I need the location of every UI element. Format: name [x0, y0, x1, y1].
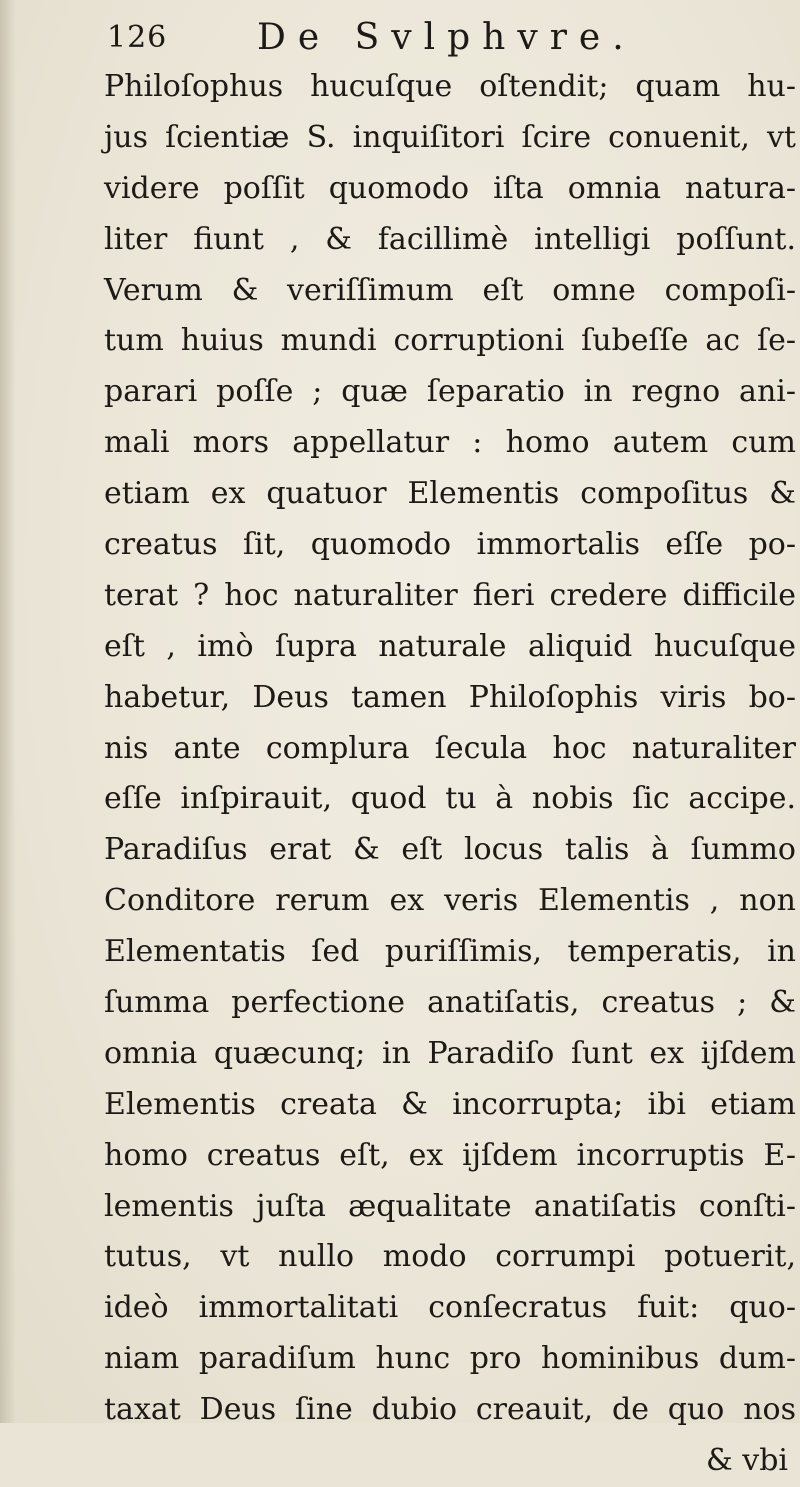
page-number: 126 — [107, 20, 168, 55]
text-line: etiam ex quatuor Elementis compoſitus & — [104, 476, 796, 512]
binding-gutter — [0, 0, 16, 1423]
text-line: Elementis creata & incorrupta; ibi etiam — [104, 1086, 796, 1122]
text-line: tutus, vt nullo modo corrumpi potuerit, — [104, 1239, 796, 1275]
text-line: creatus ſit, quomodo immortalis eſſe po- — [104, 527, 796, 563]
text-line: Philoſophus hucuſque oſtendit; quam hu- — [104, 69, 796, 104]
body-text — [104, 62, 796, 1487]
text-line: eſſe inſpirauit, quod tu à nobis ſic accipe. — [104, 781, 796, 817]
text-line: ſumma perfectione anatiſatis, creatus ; & — [104, 985, 796, 1021]
text-line: omnia quæcunq; in Paradiſo ſunt ex ijſdem — [104, 1035, 796, 1071]
text-line: niam paradiſum hunc pro hominibus dum- — [104, 1341, 796, 1377]
text-line: eſt , imò ſupra naturale aliquid hucuſque — [104, 628, 796, 664]
text-line: homo creatus eſt, ex ijſdem incorruptis E- — [104, 1137, 796, 1173]
text-line: videre poſſit quomodo iſta omnia natura- — [104, 170, 796, 206]
text-line: Conditore rerum ex veris Elementis , non — [104, 883, 796, 919]
text-line: Paradiſus erat & eſt locus talis à ſummo — [104, 832, 796, 868]
text-line: liter fiunt , & facillimè intelligi poſſunt. — [104, 221, 796, 257]
text-line: parari poſſe ; quæ ſeparatio in regno ani- — [104, 374, 796, 410]
text-line: Elementatis ſed puriſſimis, temperatis, in — [104, 934, 796, 970]
text-line: nis ante complura ſecula hoc naturaliter — [104, 730, 796, 766]
text-line: mali mors appellatur : homo autem cum — [104, 425, 796, 461]
text-line: ideò immortalitati conſecratus fuit: quo- — [104, 1290, 796, 1326]
text-line: lementis juſta æqualitate anatiſatis conſti- — [104, 1188, 796, 1224]
text-line: tum huius mundi corruptioni ſubeſſe ac ſe- — [104, 323, 796, 359]
text-line: taxat Deus ſine dubio creauit, de quo nos — [104, 1392, 796, 1428]
catchword-line: & vbi — [706, 1443, 788, 1479]
text-line: terat ? hoc naturaliter fieri credere difficile — [104, 577, 796, 613]
running-title: De Svlphvre. — [257, 17, 636, 58]
page-header — [107, 16, 747, 60]
text-line: jus ſcientiæ S. inquiſitori ſcire conuenit, vt — [104, 119, 796, 155]
text-line: Verum & veriſſimum eſt omne compoſi- — [104, 272, 796, 308]
text-line: habetur, Deus tamen Philoſophis viris bo- — [104, 679, 796, 715]
